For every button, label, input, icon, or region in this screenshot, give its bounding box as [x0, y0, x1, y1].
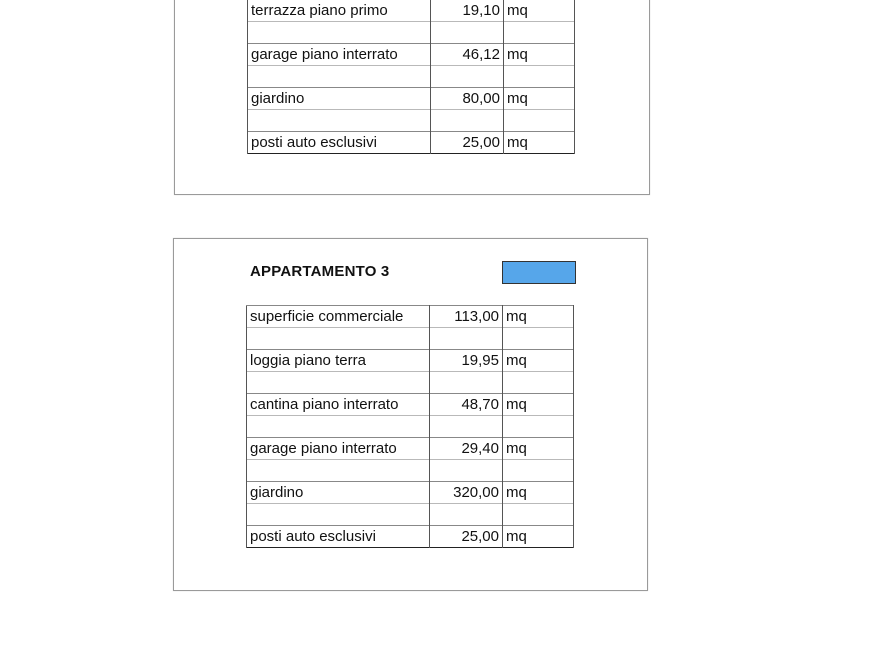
spacer-row — [247, 460, 574, 482]
row-unit: mq — [504, 88, 575, 110]
spacer-cell — [247, 328, 430, 350]
spacer-cell — [247, 504, 430, 526]
spacer-cell — [503, 504, 574, 526]
row-value: 29,40 — [430, 438, 503, 460]
table-row — [247, 482, 574, 504]
spacer-row — [248, 110, 575, 132]
table-row — [248, 44, 575, 66]
row-label: superficie commerciale — [247, 306, 430, 328]
row-value: 320,00 — [430, 482, 503, 504]
spacer-cell — [503, 416, 574, 438]
row-value: 48,70 — [430, 394, 503, 416]
table-row — [247, 526, 574, 548]
spacer-cell — [247, 416, 430, 438]
area-table — [246, 305, 574, 548]
table-row — [247, 350, 574, 372]
row-value: 25,00 — [430, 526, 503, 548]
row-value: 46,12 — [431, 44, 504, 66]
spacer-cell — [503, 328, 574, 350]
spacer-row — [247, 416, 574, 438]
spacer-row — [247, 372, 574, 394]
spacer-cell — [504, 110, 575, 132]
row-unit: mq — [503, 394, 574, 416]
table-row — [248, 0, 575, 22]
row-label: posti auto esclusivi — [247, 526, 430, 548]
row-label: cantina piano interrato — [247, 394, 430, 416]
spacer-cell — [504, 66, 575, 88]
row-unit: mq — [504, 44, 575, 66]
row-unit: mq — [503, 306, 574, 328]
spacer-row — [247, 504, 574, 526]
table-row — [248, 88, 575, 110]
spacer-cell — [430, 460, 503, 482]
row-unit: mq — [503, 482, 574, 504]
table-row — [247, 438, 574, 460]
row-label: giardino — [247, 482, 430, 504]
spacer-cell — [430, 416, 503, 438]
apartment-card-previous — [174, 0, 650, 195]
spacer-row — [247, 328, 574, 350]
spacer-cell — [503, 460, 574, 482]
row-label: loggia piano terra — [247, 350, 430, 372]
row-unit: mq — [503, 526, 574, 548]
table-row — [247, 306, 574, 328]
spacer-cell — [431, 110, 504, 132]
spacer-cell — [248, 66, 431, 88]
row-unit: mq — [504, 132, 575, 154]
spacer-cell — [248, 110, 431, 132]
row-unit: mq — [504, 0, 575, 22]
spacer-cell — [431, 22, 504, 44]
row-unit: mq — [503, 438, 574, 460]
spacer-cell — [248, 22, 431, 44]
spacer-cell — [503, 372, 574, 394]
spacer-cell — [504, 22, 575, 44]
apartment-card-3 — [173, 238, 648, 591]
row-value: 19,10 — [431, 0, 504, 22]
color-swatch — [502, 261, 576, 284]
spacer-cell — [431, 66, 504, 88]
table-row — [247, 394, 574, 416]
spacer-cell — [430, 328, 503, 350]
row-label: posti auto esclusivi — [248, 132, 431, 154]
spacer-row — [248, 66, 575, 88]
spacer-cell — [430, 372, 503, 394]
row-unit: mq — [503, 350, 574, 372]
row-label: garage piano interrato — [247, 438, 430, 460]
section-title: APPARTAMENTO 3 — [250, 263, 390, 280]
row-value: 19,95 — [430, 350, 503, 372]
spacer-cell — [247, 460, 430, 482]
table-row — [248, 132, 575, 154]
spacer-cell — [247, 372, 430, 394]
row-value: 113,00 — [430, 306, 503, 328]
spacer-row — [248, 22, 575, 44]
row-label: terrazza piano primo — [248, 0, 431, 22]
row-label: giardino — [248, 88, 431, 110]
spacer-cell — [430, 504, 503, 526]
row-value: 25,00 — [431, 132, 504, 154]
area-table — [247, 0, 575, 154]
row-label: garage piano interrato — [248, 44, 431, 66]
row-value: 80,00 — [431, 88, 504, 110]
